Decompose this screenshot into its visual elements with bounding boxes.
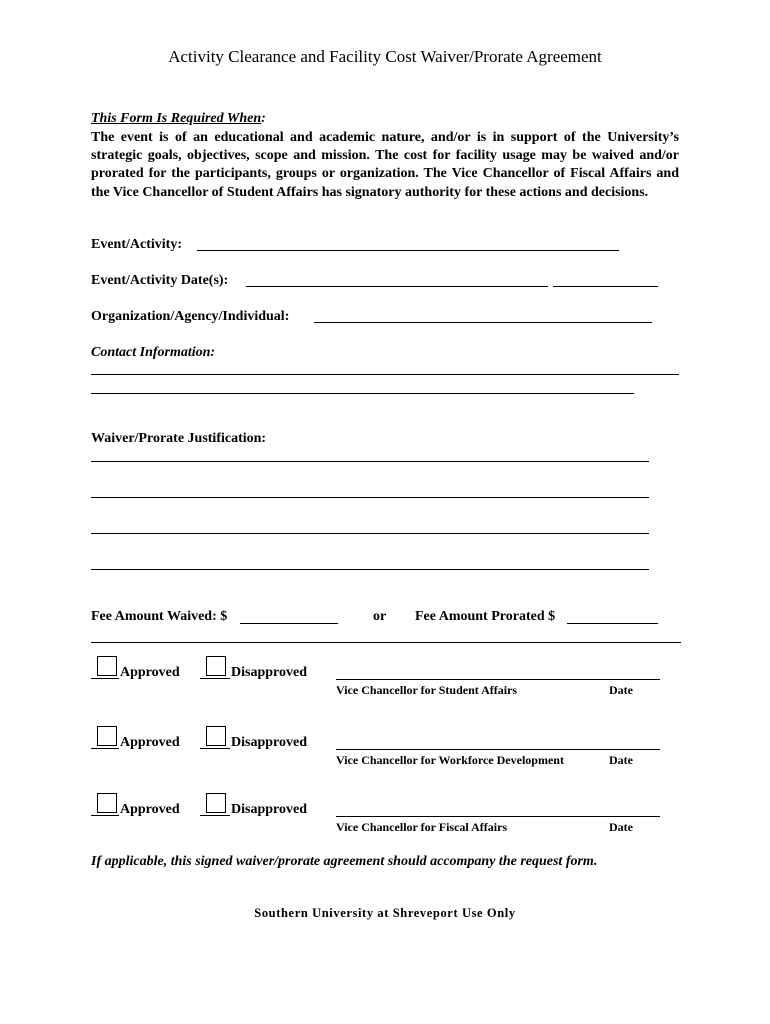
approved-label-3: Approved xyxy=(120,802,180,817)
contact-field-line-2[interactable] xyxy=(91,393,634,394)
date-label-1: Date xyxy=(609,683,633,697)
justification-line-2[interactable] xyxy=(91,497,649,498)
event-dates-field-2[interactable] xyxy=(553,286,658,287)
divider xyxy=(91,642,681,643)
disapproved-underline-1 xyxy=(200,678,230,679)
justification-line-3[interactable] xyxy=(91,533,649,534)
event-activity-label: Event/Activity: xyxy=(91,237,182,252)
signature-line-3[interactable] xyxy=(336,816,660,817)
signer-label-2: Vice Chancellor for Workforce Development xyxy=(336,753,564,767)
fee-prorated-field[interactable] xyxy=(567,623,658,624)
footer-note: If applicable, this signed waiver/prorate agreement should accompany the request form. xyxy=(91,854,598,869)
signature-line-1[interactable] xyxy=(336,679,660,680)
fee-waived-label: Fee Amount Waived: $ xyxy=(91,609,228,624)
organization-field[interactable] xyxy=(314,322,652,323)
approved-checkbox-3[interactable] xyxy=(97,793,117,813)
organization-label: Organization/Agency/Individual: xyxy=(91,309,290,324)
justification-line-4[interactable] xyxy=(91,569,649,570)
approved-underline-3 xyxy=(91,815,119,816)
approved-label-2: Approved xyxy=(120,735,180,750)
justification-label: Waiver/Prorate Justification: xyxy=(91,431,267,446)
required-heading-text: This Form Is Required When xyxy=(91,111,262,126)
signature-line-2[interactable] xyxy=(336,749,660,750)
signer-label-1: Vice Chancellor for Student Affairs xyxy=(336,683,518,697)
event-activity-field[interactable] xyxy=(197,250,619,251)
disapproved-underline-3 xyxy=(200,815,230,816)
event-dates-label: Event/Activity Date(s): xyxy=(91,273,229,288)
date-label-2: Date xyxy=(609,753,633,767)
fee-or-text: or xyxy=(373,609,387,624)
form-title: Activity Clearance and Facility Cost Waiver/Prorate Agreement xyxy=(168,47,602,66)
disapproved-checkbox-3[interactable] xyxy=(206,793,226,813)
fee-waived-field[interactable] xyxy=(240,623,338,624)
use-only-heading: Southern University at Shreveport Use Only xyxy=(254,906,516,920)
event-dates-field[interactable] xyxy=(246,286,548,287)
disapproved-underline-2 xyxy=(200,748,230,749)
disapproved-checkbox-1[interactable] xyxy=(206,656,226,676)
approved-underline-2 xyxy=(91,748,119,749)
justification-line-1[interactable] xyxy=(91,461,649,462)
disapproved-label-2: Disapproved xyxy=(231,735,307,750)
required-heading-colon: : xyxy=(261,111,266,126)
approved-underline-1 xyxy=(91,678,119,679)
signer-label-3: Vice Chancellor for Fiscal Affairs xyxy=(336,820,508,834)
approved-checkbox-1[interactable] xyxy=(97,656,117,676)
disapproved-label-3: Disapproved xyxy=(231,802,307,817)
approved-label-1: Approved xyxy=(120,665,180,680)
contact-field-line-1[interactable] xyxy=(91,374,679,375)
date-label-3: Date xyxy=(609,820,633,834)
disapproved-checkbox-2[interactable] xyxy=(206,726,226,746)
disapproved-label-1: Disapproved xyxy=(231,665,307,680)
approved-checkbox-2[interactable] xyxy=(97,726,117,746)
required-paragraph: The event is of an educational and academic nature, and/or is in support of the University’s strategic goals, objectives, scope and mission. The cost for facility usage may be waived and/or prorated for the participants, groups or organization. The Vice Chancellor of Fiscal Affairs and the Vice Chancellor of Student Affairs has signatory authority for these actions and decisions. xyxy=(91,130,679,200)
contact-label: Contact Information: xyxy=(91,345,216,360)
required-heading xyxy=(91,111,266,127)
fee-prorated-label: Fee Amount Prorated $ xyxy=(415,609,556,624)
